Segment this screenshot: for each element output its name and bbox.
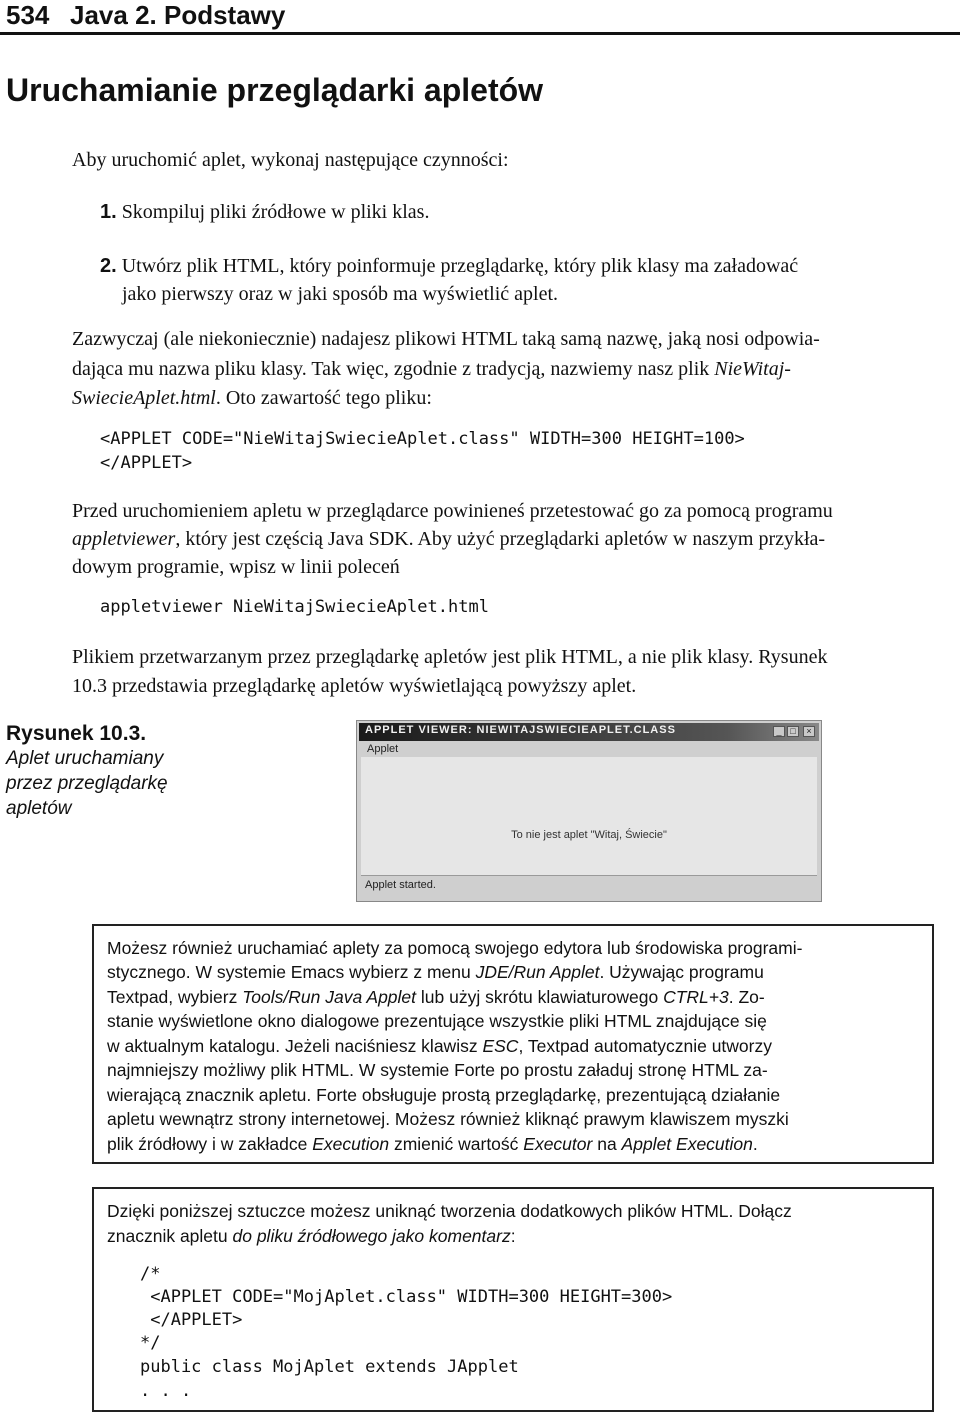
figure-caption-line: Aplet uruchamiany xyxy=(6,748,164,769)
step-2 xyxy=(100,253,798,280)
maximize-icon[interactable]: □ xyxy=(787,726,799,737)
tip-line: wierającą znacznik apletu. Forte obsługuje prostą przeglądarkę, prezentującą działanie xyxy=(107,1085,781,1105)
tip-line: Dzięki poniższej sztuczce możesz uniknąć tworzenia dodatkowych plików HTML. Dołącz xyxy=(107,1201,792,1221)
code-line: public class MojAplet extends JApplet xyxy=(140,1357,519,1377)
header-rule xyxy=(0,32,960,35)
close-icon[interactable]: × xyxy=(803,726,815,737)
applet-menu[interactable]: Applet xyxy=(367,743,399,755)
paragraph-line: dowym programie, wpisz w linii poleceń xyxy=(72,556,400,578)
window-title: APPLET VIEWER: NIEWITAJSWIECIEAPLET.CLASS xyxy=(365,724,676,736)
paragraph-line xyxy=(72,385,432,412)
text-run: . xyxy=(752,1134,758,1154)
italic-program-name: appletviewer xyxy=(72,528,176,550)
code-line: </APPLET> xyxy=(100,453,193,473)
code-line: . . . xyxy=(140,1381,192,1401)
code-line: <APPLET CODE="NieWitajSwiecieAplet.class" WIDTH=300 HEIGHT=100> xyxy=(100,429,745,449)
tip-line: stanie wyświetlone okno dialogowe prezentujące wszystkie pliki HTML znajdujące się xyxy=(107,1011,767,1031)
italic-filename: NieWitaj- xyxy=(714,358,791,380)
figure-caption xyxy=(6,722,196,821)
tip-line xyxy=(107,1224,516,1249)
step-number: 1. xyxy=(100,201,117,223)
step-1 xyxy=(100,199,429,226)
italic-filename: SwiecieAplet.html xyxy=(72,387,216,409)
tip-line xyxy=(107,985,765,1010)
tip-line xyxy=(107,1132,758,1157)
status-bar: Applet started. xyxy=(365,879,436,891)
text-run: dająca mu nazwa pliku klasy. Tak więc, zgodnie z tradycją, nazwiemy nasz plik xyxy=(72,358,715,380)
paragraph-line xyxy=(72,356,791,383)
text-run: . Używając programu xyxy=(599,962,764,982)
code-line: /* xyxy=(140,1264,161,1284)
text-run: , który jest częścią Java SDK. Aby użyć przeglądarki apletów w naszym przykła- xyxy=(175,528,826,550)
figure-caption-line: przez przeglądarkę xyxy=(6,773,168,794)
step-number: 2. xyxy=(100,255,117,277)
code-line: </APPLET> xyxy=(140,1310,243,1330)
text-run: zmienić wartość xyxy=(389,1134,524,1154)
step-text: Skompiluj pliki źródłowe w pliki klas. xyxy=(121,201,430,223)
paragraph-line: Przed uruchomieniem apletu w przeglądarce powinieneś przetestować go za pomocą programu xyxy=(72,500,833,522)
text-run: w aktualnym katalogu. Jeżeli naciśniesz klawisz xyxy=(107,1036,483,1056)
code-line: <APPLET CODE="MojAplet.class" WIDTH=300 HEIGHT=300> xyxy=(140,1287,673,1307)
text-run: . Oto zawartość tego pliku: xyxy=(215,387,432,409)
text-run: , Textpad automatycznie utworzy xyxy=(518,1036,772,1056)
italic-value: Applet Execution xyxy=(621,1134,753,1154)
tip-line: Możesz również uruchamiać aplety za pomocą swojego edytora lub środowiska programi- xyxy=(107,938,803,958)
intro-paragraph: Aby uruchomić aplet, wykonaj następujące czynności: xyxy=(72,149,509,171)
section-heading: Uruchamianie przeglądarki apletów xyxy=(6,72,544,108)
text-run: lub użyj skrótu klawiaturowego xyxy=(416,987,664,1007)
tip-line xyxy=(107,1034,772,1059)
tip-line: najmniejszy możliwy plik HTML. W systemie Forte po prostu załaduj stronę HTML za- xyxy=(107,1060,768,1080)
minimize-icon[interactable]: _ xyxy=(773,726,785,737)
italic-menu-path: Tools/Run Java Applet xyxy=(242,987,417,1007)
text-run: . Zo- xyxy=(728,987,765,1007)
running-header-title: Java 2. Podstawy xyxy=(70,0,286,30)
text-run: znacznik apletu xyxy=(107,1226,233,1246)
italic-key: ESC xyxy=(482,1036,519,1056)
figure-label: Rysunek 10.3. xyxy=(6,722,147,745)
applet-message: To nie jest aplet "Witaj, Świecie" xyxy=(511,829,667,841)
paragraph-line: Plikiem przetwarzanym przez przeglądarkę apletów jest plik HTML, a nie plik klasy. Rysunek xyxy=(72,646,828,668)
paragraph-line: 10.3 przedstawia przeglądarkę apletów wyświetlającą powyższy aplet. xyxy=(72,675,637,697)
figure-caption-line: apletów xyxy=(6,798,72,819)
tip-box xyxy=(92,1187,934,1412)
italic-setting: Executor xyxy=(523,1134,593,1154)
window-titlebar xyxy=(359,723,819,741)
applet-area xyxy=(361,757,817,876)
italic-menu-path: JDE/Run Applet xyxy=(475,962,600,982)
code-line: appletviewer NieWitajSwiecieAplet.html xyxy=(100,597,489,617)
italic-tab-name: Execution xyxy=(312,1134,390,1154)
italic-shortcut: CTRL+3 xyxy=(663,987,729,1007)
step-2-continuation: jako pierwszy oraz w jaki sposób ma wyświetlić aplet. xyxy=(122,283,558,305)
text-run: Textpad, wybierz xyxy=(107,987,243,1007)
code-line: */ xyxy=(140,1333,161,1353)
step-text: Utwórz plik HTML, który poinformuje przeglądarkę, który plik klasy ma załadować xyxy=(121,255,799,277)
text-run: stycznego. W systemie Emacs wybierz z menu xyxy=(107,962,476,982)
tip-line xyxy=(107,960,764,985)
tip-line: apletu wewnątrz strony internetowej. Możesz również kliknąć prawym klawiszem myszki xyxy=(107,1109,789,1129)
page-number: 534 xyxy=(6,0,50,30)
text-run: : xyxy=(510,1226,516,1246)
tip-box xyxy=(92,924,934,1164)
paragraph-line: Zazwyczaj (ale niekoniecznie) nadajesz plikowi HTML taką samą nazwę, jaką nosi odpowia- xyxy=(72,328,820,350)
applet-viewer-window xyxy=(356,720,822,902)
text-run: na xyxy=(592,1134,622,1154)
italic-text: do pliku źródłowego jako komentarz xyxy=(232,1226,511,1246)
paragraph-line xyxy=(72,526,825,553)
text-run: plik źródłowy i w zakładce xyxy=(107,1134,313,1154)
